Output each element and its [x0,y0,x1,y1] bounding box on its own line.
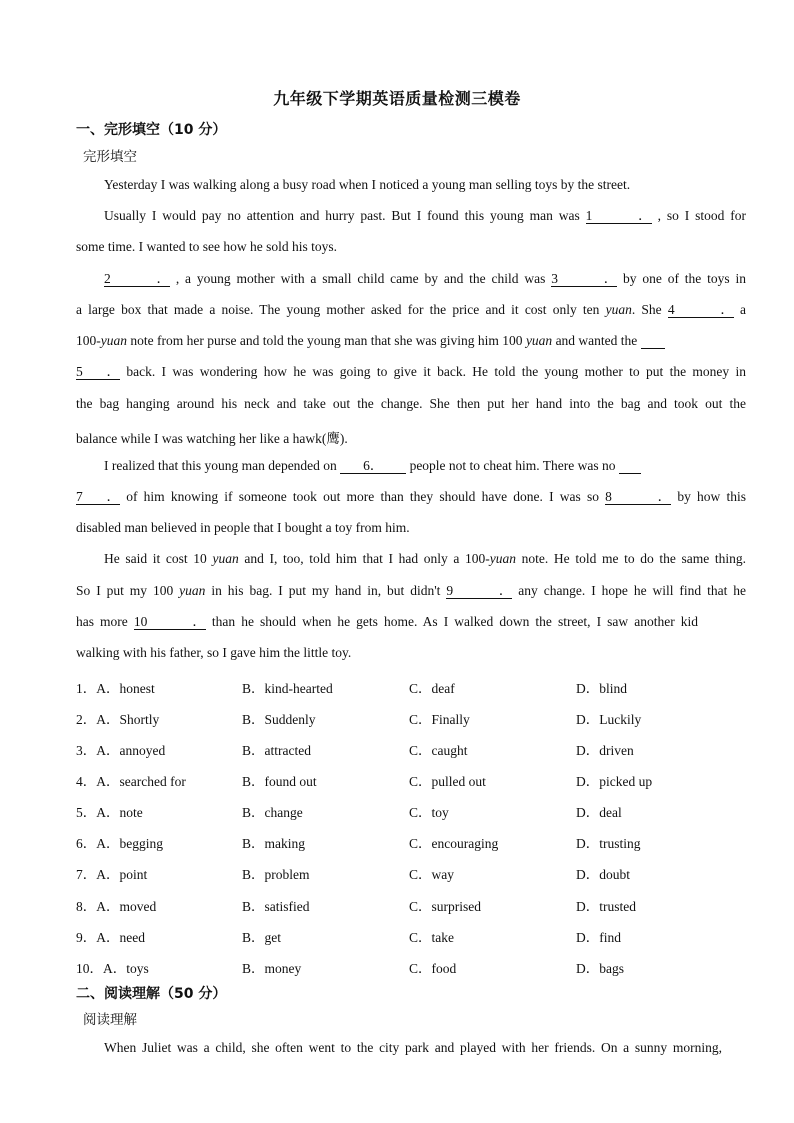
option-row [76,677,756,695]
passage-line: a large box that made a noise. The young mother asked for the price and it cost only ten yuan. She 4． a [76,302,747,317]
section-2-subheading: 阅读理解 [83,1012,137,1028]
blank-9: 9． [446,583,513,598]
option-row [76,708,756,726]
option-c[interactable]: C．surprised [409,899,481,914]
passage-line: balance while I was watching her like a hawk(鹰). [76,431,348,446]
passage-line: Usually I would pay no attention and hurry past. But I found this young man was 1． , so I stood for [104,208,747,223]
blank-7-underline [619,459,641,474]
option-a[interactable]: 10．A．toys [76,961,149,976]
section-1-heading: 一、完形填空（10 分） [76,122,227,138]
section-1-subheading: 完形填空 [83,149,137,165]
blank-5: 5． [76,364,120,379]
option-d[interactable]: D．picked up [576,774,653,789]
option-c[interactable]: C．toy [409,805,449,820]
option-row [76,926,756,944]
passage-line: some time. I wanted to see how he sold his toys. [76,239,337,254]
option-a[interactable]: 5．A．note [76,805,143,820]
passage-line: walking with his father, so I gave him the little toy. [76,645,352,660]
blank-2: 2． [104,271,170,286]
option-b[interactable]: B．found out [242,774,317,789]
passage-line: I realized that this young man depended on 6． people not to cheat him. There was no [76,458,696,474]
page-title: 九年级下学期英语质量检测三模卷 [273,89,521,108]
passage-line: 100-yuan note from her purse and told the young man that she was giving him 100 yuan and wanted the [76,333,716,349]
option-d[interactable]: D．trusted [576,899,636,914]
option-d[interactable]: D．doubt [576,867,630,882]
blank-3: 3． [551,271,618,286]
blank-10: 10． [133,614,206,629]
passage-line: has more 10． than he should when he gets home. As I walked down the street, I saw another kid [76,614,699,629]
option-b[interactable]: B．satisfied [242,899,310,914]
option-row [76,895,756,913]
option-row [76,832,756,850]
passage-line: Yesterday I was walking along a busy road when I noticed a young man selling toys by the street. [104,177,631,192]
option-b[interactable]: B．kind-hearted [242,681,333,696]
passage-line: 7． of him knowing if someone took out more than they should have done. I was so 8． by how this [76,489,747,504]
blank-4: 4． [667,302,734,317]
option-b[interactable]: B．get [242,930,281,945]
option-b[interactable]: B．change [242,805,303,820]
option-row [76,739,756,757]
option-c[interactable]: C．Finally [409,712,470,727]
blank-6: 6． [340,459,406,474]
option-d[interactable]: D．blind [576,681,628,696]
option-a[interactable]: 3．A．annoyed [76,743,166,758]
option-b[interactable]: B．money [242,961,302,976]
blank-5-underline [641,334,665,349]
option-row [76,770,756,788]
passage-line: the bag hanging around his neck and take out the change. She then put her hand into the bag and took out the [76,396,746,411]
option-a[interactable]: 1．A．honest [76,681,155,696]
option-b[interactable]: B．making [242,836,305,851]
option-a[interactable]: 6．A．begging [76,836,163,851]
option-a[interactable]: 4．A．searched for [76,774,186,789]
option-c[interactable]: C．way [409,867,454,882]
blank-1: 1． [585,208,652,223]
option-b[interactable]: B．Suddenly [242,712,316,727]
passage-line: 5． back. I was wondering how he was going to give it back. He told the young mother to put the money in [76,364,747,379]
option-a[interactable]: 7．A．point [76,867,148,882]
passage-line: disabled man believed in people that I bought a toy from him. [76,520,410,535]
option-row [76,863,756,881]
option-d[interactable]: D．find [576,930,621,945]
option-b[interactable]: B．problem [242,867,310,882]
option-a[interactable]: 8．A．moved [76,899,157,914]
option-a[interactable]: 2．A．Shortly [76,712,160,727]
passage-line: 2． , a young mother with a small child came by and the child was 3． by one of the toys in [104,271,746,286]
option-row [76,957,756,975]
passage-line: So I put my 100 yuan in his bag. I put my hand in, but didn't 9． any change. I hope he will find that he [76,583,747,598]
section-2-heading: 二、阅读理解（50 分） [76,986,227,1002]
option-c[interactable]: C．caught [409,743,468,758]
passage2-line: When Juliet was a child, she often went to the city park and played with her friends. On a sunny morning, [104,1040,722,1055]
option-d[interactable]: D．bags [576,961,624,976]
option-c[interactable]: C．take [409,930,454,945]
option-d[interactable]: D．trusting [576,836,641,851]
option-row [76,801,756,819]
option-a[interactable]: 9．A．need [76,930,145,945]
option-c[interactable]: C．food [409,961,457,976]
option-d[interactable]: D．deal [576,805,622,820]
option-c[interactable]: C．pulled out [409,774,486,789]
option-c[interactable]: C．deaf [409,681,455,696]
blank-7: 7． [76,489,120,504]
option-c[interactable]: C．encouraging [409,836,499,851]
passage-line: He said it cost 10 yuan and I, too, told him that I had only a 100-yuan note. He told me to do the same thing. [104,551,747,566]
option-d[interactable]: D．driven [576,743,634,758]
option-d[interactable]: D．Luckily [576,712,642,727]
blank-8: 8． [605,489,672,504]
option-b[interactable]: B．attracted [242,743,311,758]
